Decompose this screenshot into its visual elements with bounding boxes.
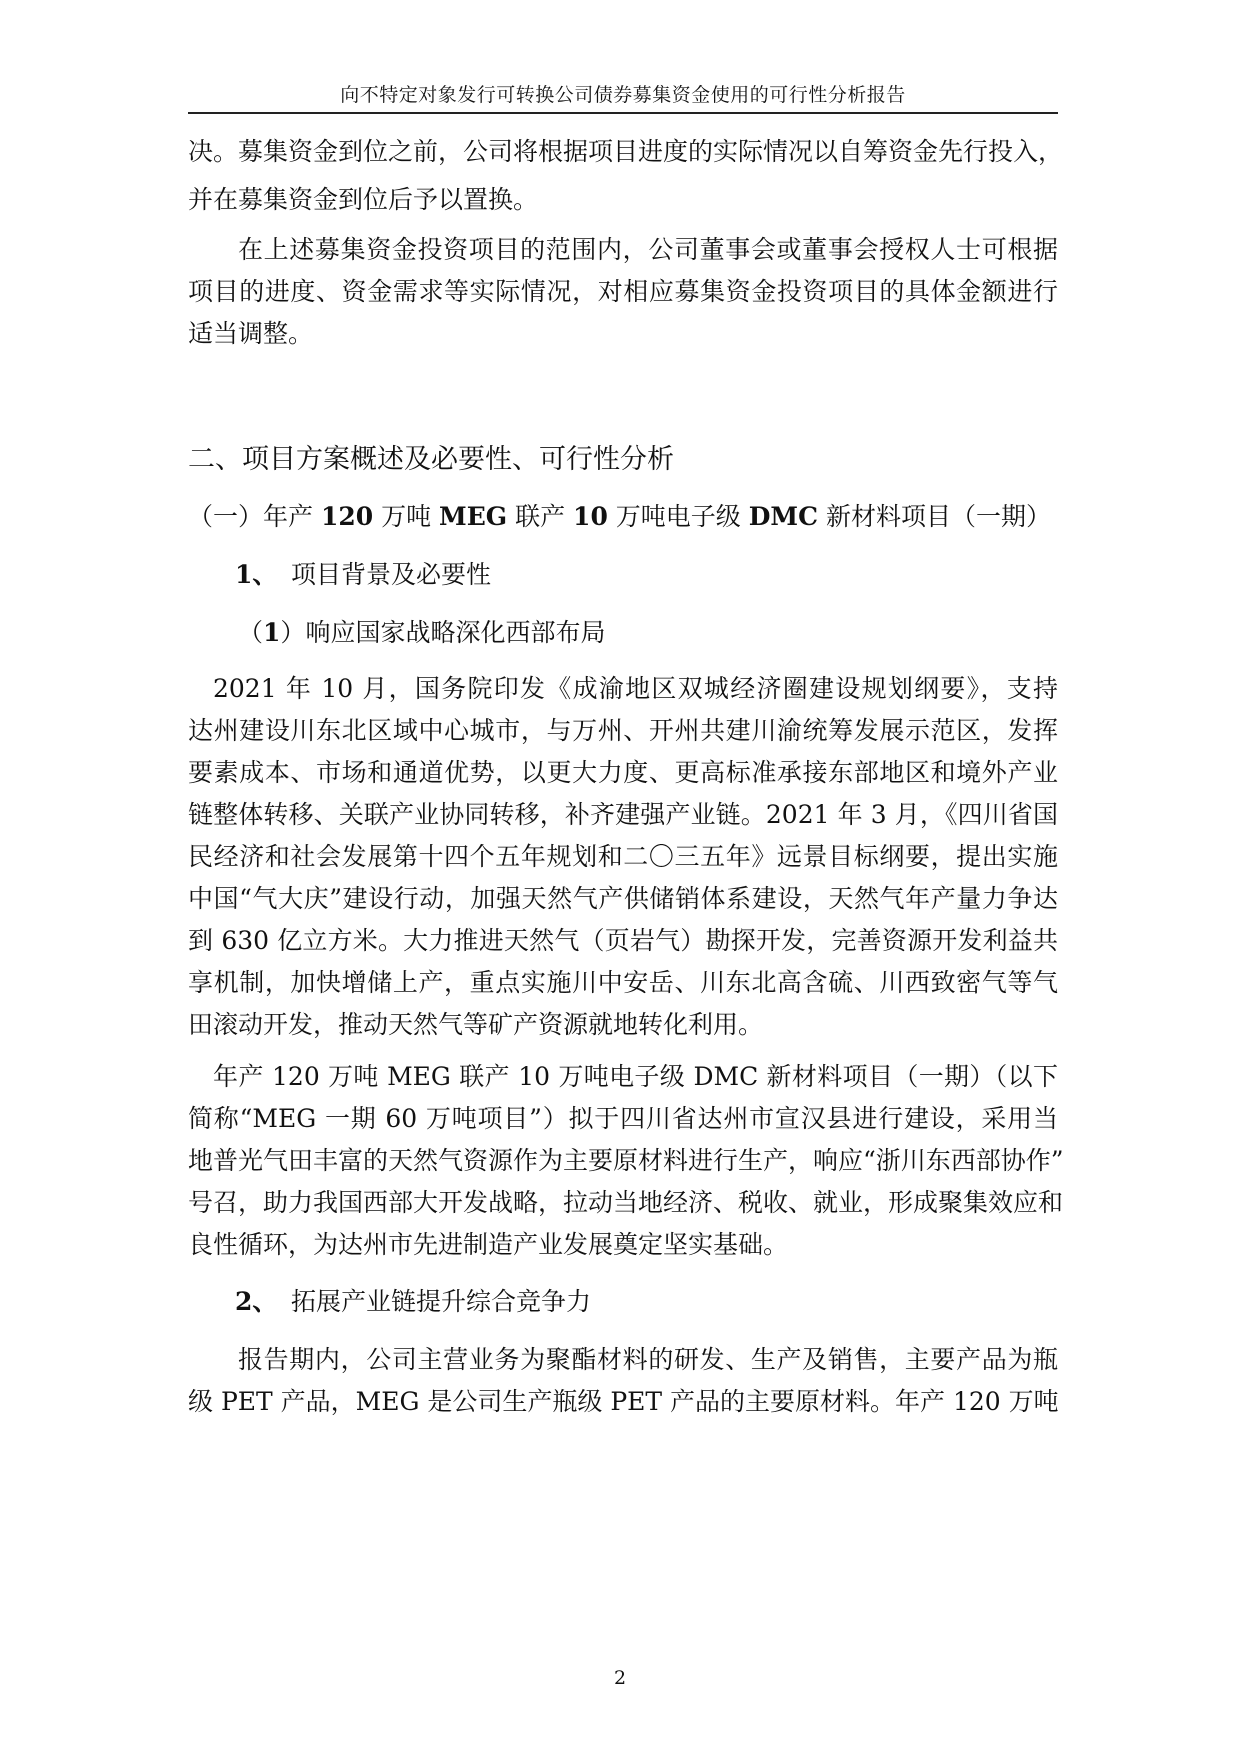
header-divider <box>188 112 1058 114</box>
paragraph-line: 在上述募集资金投资项目的范围内，公司董事会或董事会授权人士可根据 <box>238 235 1058 264</box>
paren-close: ） <box>280 618 306 647</box>
item-label: 拓展产业链提升综合竞争力 <box>291 1287 592 1316</box>
sub-item-label: 响应国家战略深化西部布局 <box>305 618 606 647</box>
paragraph-line: 级 PET 产品，MEG 是公司生产瓶级 PET 产品的主要原材料。年产 120 万吨 <box>188 1387 1059 1416</box>
item-heading-1 <box>235 555 491 591</box>
paragraph-line: 田滚动开发，推动天然气等矿产资源就地转化利用。 <box>188 1010 764 1039</box>
paragraph-line: 链整体转移、关联产业协同转移，补齐建强产业链。2021 年 3 月，《四川省国 <box>188 800 1058 829</box>
sub-item-heading <box>238 613 605 649</box>
subsection-title <box>188 497 1051 533</box>
subsection-text: 联产 <box>507 502 574 531</box>
paragraph-line: 决。募集资金到位之前，公司将根据项目进度的实际情况以自筹资金先行投入， <box>188 137 1064 166</box>
subsection-bold: DMC <box>748 502 819 531</box>
paragraph-line: 号召，助力我国西部大开发战略，拉动当地经济、税收、就业，形成聚集效应和 <box>188 1188 1064 1217</box>
paragraph-line: 良性循环，为达州市先进制造产业发展奠定坚实基础。 <box>188 1230 789 1259</box>
subsection-text: （一）年产 <box>188 502 321 531</box>
paragraph-line: 简称“MEG 一期 60 万吨项目”）拟于四川省达州市宣汉县进行建设，采用当 <box>188 1104 1058 1133</box>
paragraph-line: 民经济和社会发展第十四个五年规划和二〇三五年》远景目标纲要，提出实施 <box>188 842 1058 871</box>
section-title: 二、项目方案概述及必要性、可行性分析 <box>188 444 674 475</box>
subsection-text: 新材料项目（一期） <box>818 502 1051 531</box>
paragraph-line: 2021 年 10 月，国务院印发《成渝地区双城经济圈建设规划纲要》，支持 <box>213 674 1058 703</box>
paragraph-line: 报告期内，公司主营业务为聚酯材料的研发、生产及销售，主要产品为瓶 <box>238 1345 1058 1374</box>
paragraph-line: 要素成本、市场和通道优势，以更大力度、更高标准承接东部地区和境外产业 <box>188 758 1058 787</box>
page-number: 2 <box>613 1667 627 1689</box>
subsection-bold: 10 <box>573 502 608 531</box>
paragraph-line: 地普光气田丰富的天然气资源作为主要原材料进行生产，响应“浙川东西部协作” <box>188 1146 1064 1175</box>
paragraph-line: 适当调整。 <box>188 319 314 348</box>
paragraph-line: 中国“气大庆”建设行动，加强天然气产供储销体系建设，天然气年产量力争达 <box>188 884 1058 913</box>
paragraph-line: 达州建设川东北区域中心城市，与万州、开州共建川渝统筹发展示范区，发挥 <box>188 716 1058 745</box>
subsection-bold: MEG <box>439 502 508 531</box>
item-label: 项目背景及必要性 <box>291 560 492 589</box>
paragraph-line: 并在募集资金到位后予以置换。 <box>188 185 539 214</box>
item-number: 1、 <box>235 560 278 589</box>
subsection-text: 万吨 <box>373 502 440 531</box>
paragraph-line: 享机制，加快增储上产，重点实施川中安岳、川东北高含硫、川西致密气等气 <box>188 968 1058 997</box>
paragraph-line: 年产 120 万吨 MEG 联产 10 万吨电子级 DMC 新材料项目（一期）（以下 <box>213 1062 1058 1091</box>
subsection-bold: 120 <box>320 502 374 531</box>
paren-open: （ <box>238 618 264 647</box>
sub-item-number: 1 <box>263 618 281 647</box>
item-number: 2、 <box>235 1287 278 1316</box>
paragraph-line: 项目的进度、资金需求等实际情况，对相应募集资金投资项目的具体金额进行 <box>188 277 1058 306</box>
page-header-title: 向不特定对象发行可转换公司债券募集资金使用的可行性分析报告 <box>340 84 906 106</box>
paragraph-line: 到 630 亿立方米。大力推进天然气（页岩气）勘探开发，完善资源开发利益共 <box>188 926 1058 955</box>
item-heading-2 <box>235 1282 591 1318</box>
subsection-text: 万吨电子级 <box>607 502 749 531</box>
